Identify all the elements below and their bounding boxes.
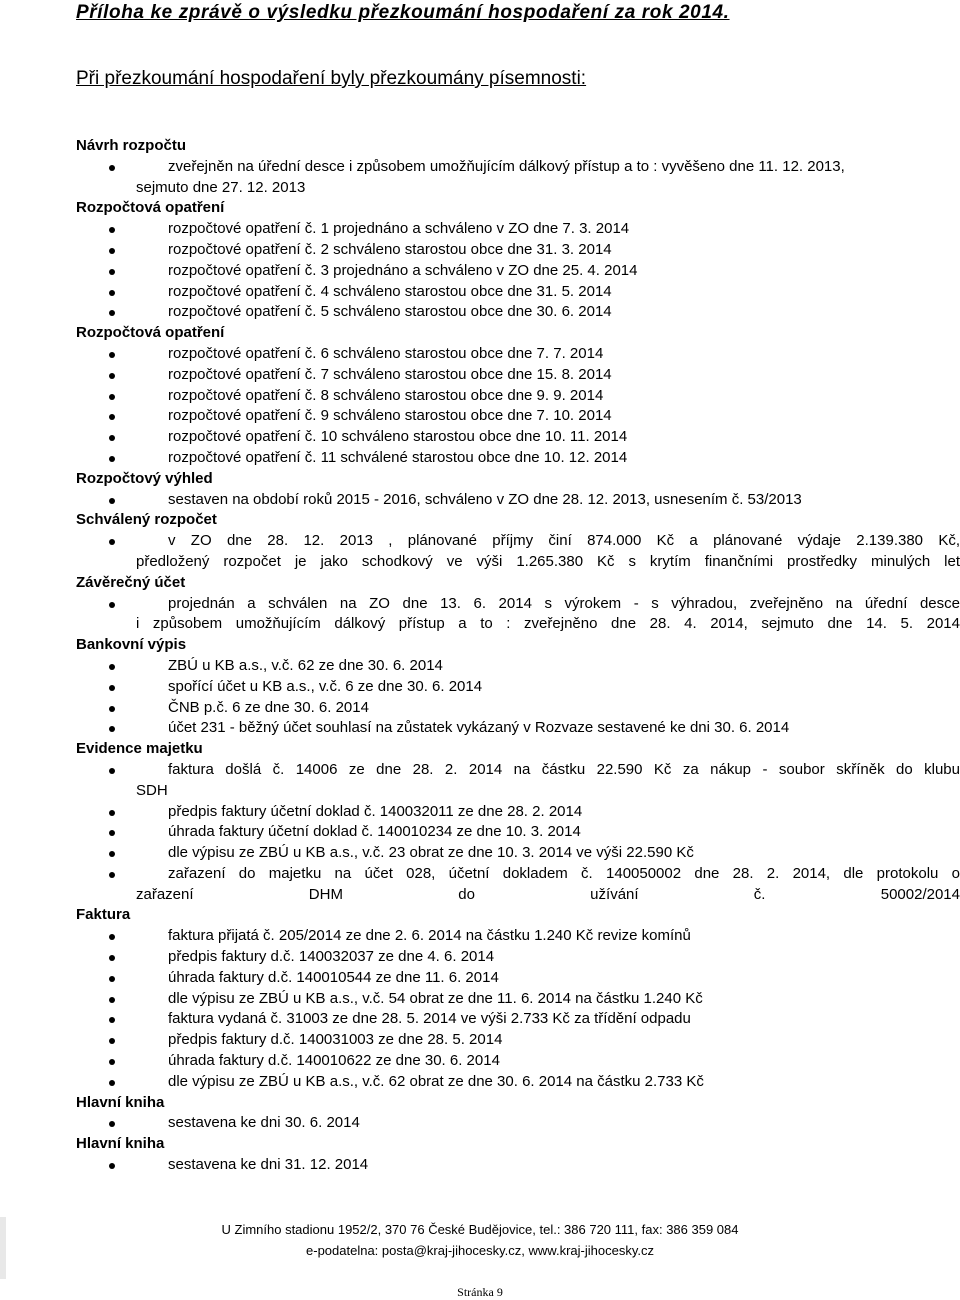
list-item-text: faktura přijatá č. 205/2014 ze dne 2. 6. 2014 na částku 1.240 Kč revize komínů bbox=[168, 927, 691, 945]
bullet-icon bbox=[109, 248, 115, 254]
bullet-icon bbox=[109, 1038, 115, 1044]
list-item bbox=[76, 718, 960, 739]
list-item bbox=[76, 448, 960, 469]
list-item-continuation: předložený rozpočet je jako schodkový ve výši 1.265.380 Kč s krytím finančními prostředky minulých let bbox=[136, 552, 960, 570]
list-item-text: ČNB p.č. 6 ze dne 30. 6. 2014 bbox=[168, 698, 369, 716]
bullet-icon bbox=[109, 456, 115, 462]
list-item bbox=[76, 677, 960, 698]
list-item bbox=[76, 490, 960, 511]
list-item-text: rozpočtové opatření č. 11 schválené starostou obce dne 10. 12. 2014 bbox=[168, 448, 628, 466]
list-item bbox=[76, 864, 960, 906]
list-item bbox=[76, 947, 960, 968]
section-list bbox=[76, 656, 960, 739]
list-item bbox=[76, 1072, 960, 1093]
list-item-text: předpis faktury účetní doklad č. 140032011 ze dne 28. 2. 2014 bbox=[168, 802, 583, 820]
bullet-icon bbox=[109, 934, 115, 940]
list-item bbox=[76, 926, 960, 947]
list-item-text: rozpočtové opatření č. 6 schváleno starostou obce dne 7. 7. 2014 bbox=[168, 344, 604, 362]
list-item bbox=[76, 1030, 960, 1051]
list-item-text: předpis faktury d.č. 140031003 ze dne 28. 5. 2014 bbox=[168, 1031, 503, 1049]
section-list bbox=[76, 531, 960, 573]
bullet-icon bbox=[109, 1080, 115, 1086]
section-heading: Evidence majetku bbox=[76, 740, 203, 758]
list-item-text: rozpočtové opatření č. 3 projednáno a schváleno v ZO dne 25. 4. 2014 bbox=[168, 261, 638, 279]
page-title: Příloha ke zprávě o výsledku přezkoumání hospodaření za rok 2014. bbox=[76, 2, 730, 23]
bullet-icon bbox=[109, 685, 115, 691]
bullet-icon bbox=[109, 706, 115, 712]
list-item bbox=[76, 406, 960, 427]
list-item-text: úhrada faktury d.č. 140010544 ze dne 11. 6. 2014 bbox=[168, 968, 499, 986]
list-item-text: rozpočtové opatření č. 5 schváleno starostou obce dne 30. 6. 2014 bbox=[168, 303, 612, 321]
section-heading: Hlavní kniha bbox=[76, 1135, 165, 1153]
bullet-icon bbox=[109, 1017, 115, 1023]
section-heading: Rozpočtový výhled bbox=[76, 469, 213, 487]
bullet-icon bbox=[109, 768, 115, 774]
list-item-text: faktura došlá č. 14006 ze dne 28. 2. 2014 na částku 22.590 Kč za nákup - soubor skříněk do klubu bbox=[168, 760, 960, 778]
bullet-icon bbox=[109, 997, 115, 1003]
list-item bbox=[76, 1009, 960, 1030]
section-heading: Faktura bbox=[76, 906, 131, 924]
section-heading: Hlavní kniha bbox=[76, 1093, 165, 1111]
list-item-continuation: sejmuto dne 27. 12. 2013 bbox=[136, 178, 306, 196]
bullet-icon bbox=[109, 726, 115, 732]
list-item bbox=[76, 1155, 960, 1176]
list-item-continuation: SDH bbox=[136, 781, 168, 799]
bullet-icon bbox=[109, 810, 115, 816]
list-item bbox=[76, 656, 960, 677]
section-list bbox=[76, 344, 960, 469]
bullet-icon bbox=[109, 830, 115, 836]
bullet-icon bbox=[109, 394, 115, 400]
list-item-text: rozpočtové opatření č. 8 schváleno starostou obce dne 9. 9. 2014 bbox=[168, 386, 604, 404]
bullet-icon bbox=[109, 269, 115, 275]
section-heading: Rozpočtová opatření bbox=[76, 324, 225, 342]
footer-contact: e-podatelna: posta@kraj-jihocesky.cz, www.kraj-jihocesky.cz bbox=[306, 1243, 654, 1258]
list-item-text: zveřejněn na úřední desce i způsobem umožňujícím dálkový přístup a to : vyvěšeno dne 11. 12. 2013, bbox=[168, 157, 845, 175]
bullet-icon bbox=[109, 1163, 115, 1169]
list-item bbox=[76, 760, 960, 802]
intro-heading: Při přezkoumání hospodaření byly přezkoumány písemnosti: bbox=[76, 68, 587, 89]
bullet-icon bbox=[109, 1059, 115, 1065]
list-item-text: projednán a schválen na ZO dne 13. 6. 2014 s výrokem - s výhradou, zveřejněno na úřední desce bbox=[168, 594, 960, 612]
bullet-icon bbox=[109, 851, 115, 857]
list-item-text: rozpočtové opatření č. 2 schváleno starostou obce dne 31. 3. 2014 bbox=[168, 240, 612, 258]
bullet-icon bbox=[109, 539, 115, 545]
list-item-text: sestaven na období roků 2015 - 2016, schváleno v ZO dne 28. 12. 2013, usnesením č. 53/2013 bbox=[168, 490, 802, 508]
bullet-icon bbox=[109, 976, 115, 982]
bullet-icon bbox=[109, 414, 115, 420]
list-item-text: předpis faktury d.č. 140032037 ze dne 4. 6. 2014 bbox=[168, 948, 495, 966]
list-item bbox=[76, 219, 960, 240]
list-item bbox=[76, 1051, 960, 1072]
section-heading: Závěrečný účet bbox=[76, 573, 186, 591]
list-item-text: sestavena ke dni 31. 12. 2014 bbox=[168, 1156, 369, 1174]
section-list bbox=[76, 490, 960, 511]
bullet-icon bbox=[109, 352, 115, 358]
bullet-icon bbox=[109, 290, 115, 296]
bullet-icon bbox=[109, 1121, 115, 1127]
list-item bbox=[76, 427, 960, 448]
list-item bbox=[76, 365, 960, 386]
footer-address: U Zimního stadionu 1952/2, 370 76 České Budějovice, tel.: 386 720 111, fax: 386 359 084 bbox=[221, 1222, 739, 1237]
section-heading: Návrh rozpočtu bbox=[76, 137, 187, 154]
list-item bbox=[76, 843, 960, 864]
page-number: Stránka 9 bbox=[457, 1285, 503, 1299]
list-item-text: faktura vydaná č. 31003 ze dne 28. 5. 2014 ve výši 2.733 Kč za třídění odpadu bbox=[168, 1010, 691, 1028]
list-item-text: dle výpisu ze ZBÚ u KB a.s., v.č. 62 obrat ze dne 30. 6. 2014 na částku 2.733 Kč bbox=[168, 1072, 704, 1090]
list-item bbox=[76, 989, 960, 1010]
list-item-text: účet 231 - běžný účet souhlasí na zůstatek vykázaný v Rozvaze sestavené ke dni 30. 6. 2014 bbox=[168, 719, 790, 737]
section-heading: Bankovní výpis bbox=[76, 636, 187, 654]
section-list bbox=[76, 1113, 960, 1134]
section-list bbox=[76, 157, 960, 199]
list-item-continuation: zařazení DHM do užívání č. 50002/2014 bbox=[136, 885, 960, 903]
list-item bbox=[76, 822, 960, 843]
bullet-icon bbox=[109, 955, 115, 961]
list-item-text: dle výpisu ze ZBÚ u KB a.s., v.č. 54 obrat ze dne 11. 6. 2014 na částku 1.240 Kč bbox=[168, 989, 703, 1007]
bullet-icon bbox=[109, 227, 115, 233]
list-item bbox=[76, 594, 960, 636]
list-item-text: rozpočtové opatření č. 10 schváleno starostou obce dne 10. 11. 2014 bbox=[168, 428, 628, 446]
list-item-text: rozpočtové opatření č. 4 schváleno starostou obce dne 31. 5. 2014 bbox=[168, 282, 612, 300]
list-item-text: v ZO dne 28. 12. 2013 , plánované příjmy činí 874.000 Kč a plánované výdaje 2.139.380 Kč, bbox=[168, 532, 960, 550]
bullet-icon bbox=[109, 373, 115, 379]
list-item bbox=[76, 261, 960, 282]
section-list bbox=[76, 219, 960, 323]
bullet-icon bbox=[109, 310, 115, 316]
section-heading: Rozpočtová opatření bbox=[76, 199, 225, 217]
list-item-text: ZBÚ u KB a.s., v.č. 62 ze dne 30. 6. 2014 bbox=[168, 656, 443, 674]
list-item-text: zařazení do majetku na účet 028, účetní dokladem č. 140050002 dne 28. 2. 2014, dle protokolu o bbox=[168, 864, 960, 882]
list-item bbox=[76, 240, 960, 261]
list-item bbox=[76, 968, 960, 989]
section-list bbox=[76, 1155, 960, 1176]
section-heading: Schválený rozpočet bbox=[76, 511, 217, 529]
list-item-text: úhrada faktury účetní doklad č. 140010234 ze dne 10. 3. 2014 bbox=[168, 823, 581, 841]
section-list bbox=[76, 926, 960, 1092]
list-item-text: rozpočtové opatření č. 1 projednáno a schváleno v ZO dne 7. 3. 2014 bbox=[168, 220, 630, 238]
list-item-text: rozpočtové opatření č. 9 schváleno starostou obce dne 7. 10. 2014 bbox=[168, 407, 612, 425]
list-item bbox=[76, 1113, 960, 1134]
list-item bbox=[76, 302, 960, 323]
bullet-icon bbox=[109, 602, 115, 608]
section-list bbox=[76, 760, 960, 906]
list-item-continuation: i způsobem umožňujícím dálkový přístup a to : zveřejněno dne 28. 4. 2014, sejmuto dne 14. 5. 2014 bbox=[136, 615, 960, 633]
document-body bbox=[76, 136, 960, 1176]
bullet-icon bbox=[109, 498, 115, 504]
list-item bbox=[76, 386, 960, 407]
list-item bbox=[76, 282, 960, 303]
list-item-text: spořící účet u KB a.s., v.č. 6 ze dne 30. 6. 2014 bbox=[168, 677, 483, 695]
bullet-icon bbox=[109, 165, 115, 171]
list-item bbox=[76, 802, 960, 823]
list-item bbox=[76, 344, 960, 365]
bullet-icon bbox=[109, 664, 115, 670]
list-item-text: rozpočtové opatření č. 7 schváleno starostou obce dne 15. 8. 2014 bbox=[168, 365, 612, 383]
section-list bbox=[76, 594, 960, 636]
list-item bbox=[76, 531, 960, 573]
list-item bbox=[76, 698, 960, 719]
list-item-text: dle výpisu ze ZBÚ u KB a.s., v.č. 23 obrat ze dne 10. 3. 2014 ve výši 22.590 Kč bbox=[168, 844, 694, 862]
bullet-icon bbox=[109, 872, 115, 878]
bullet-icon bbox=[109, 435, 115, 441]
list-item-text: sestavena ke dni 30. 6. 2014 bbox=[168, 1114, 360, 1132]
list-item-text: úhrada faktury d.č. 140010622 ze dne 30. 6. 2014 bbox=[168, 1052, 500, 1070]
list-item bbox=[76, 157, 960, 199]
